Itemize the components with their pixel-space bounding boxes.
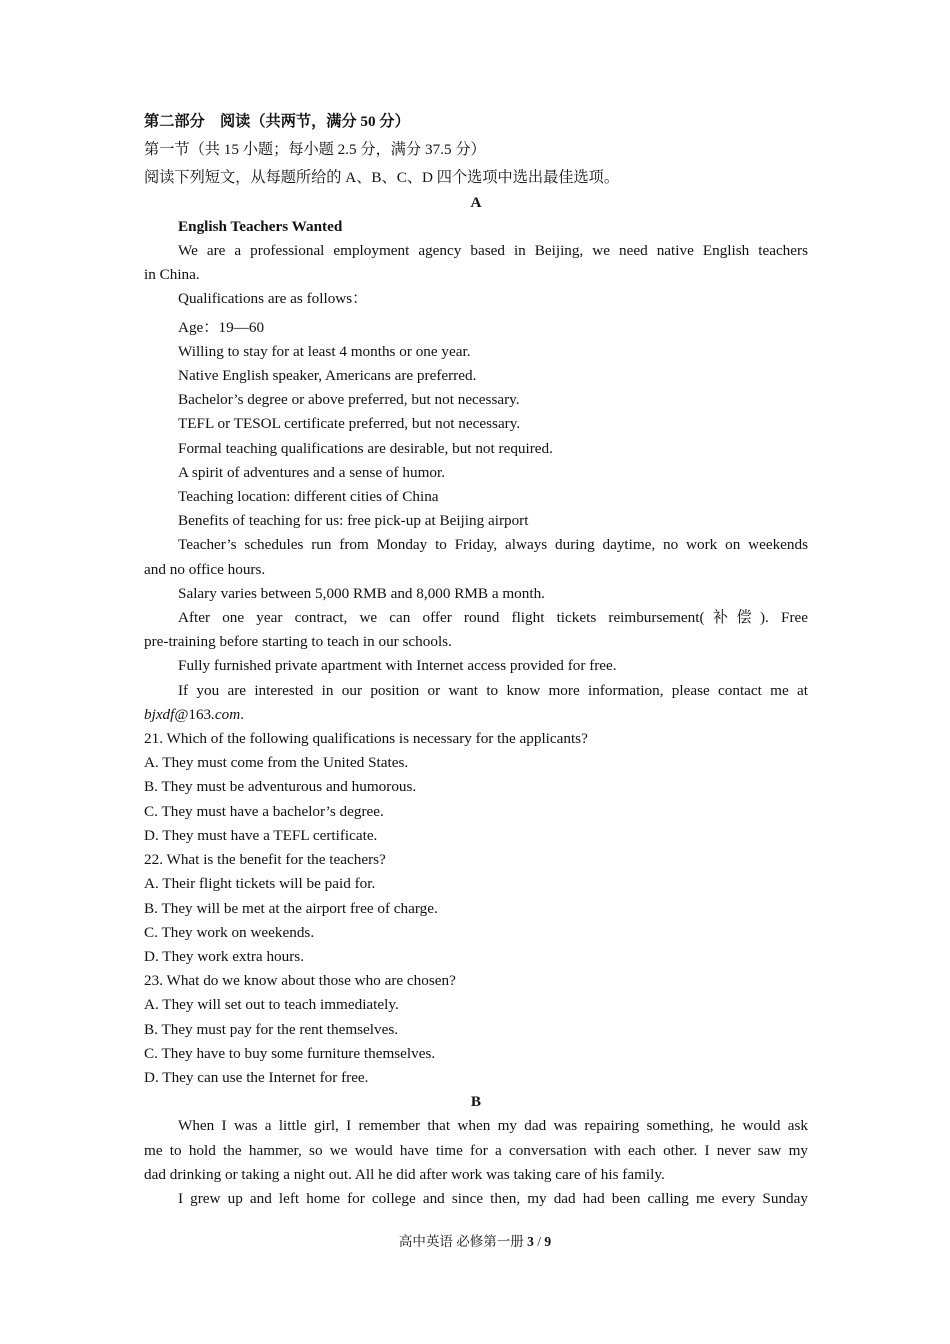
passage-b-p1-line3: dad drinking or taking a night out. All he did after work was taking care of his family.: [144, 1165, 665, 1183]
question-option: C. They work on weekends.: [144, 923, 315, 941]
question-option: B. They will be met at the airport free of charge.: [144, 899, 438, 917]
question-option: A. Their flight tickets will be paid for.: [144, 875, 376, 893]
section-title: 第二部分 阅读（共两节，满分 50 分）: [144, 113, 410, 130]
page-footer: [0, 1230, 950, 1250]
question-option: B. They must pay for the rent themselves.: [144, 1020, 399, 1038]
question-option: D. They can use the Internet for free.: [144, 1068, 369, 1086]
contact-email: [144, 703, 808, 727]
schedule-line2: and no office hours.: [144, 560, 266, 578]
salary-line: Salary varies between 5,000 RMB and 8,000 RMB a month.: [178, 584, 545, 602]
qualification-item: Benefits of teaching for us: free pick-up at Beijing airport: [178, 512, 529, 530]
question-option: D. They work extra hours.: [144, 947, 304, 965]
section-subtitle: 第一节（共 15 小题；每小题 2.5 分，满分 37.5 分）: [144, 141, 486, 159]
email-user: bjxdf@: [144, 705, 189, 723]
qualification-item: Bachelor’s degree or above preferred, but not necessary.: [178, 391, 520, 409]
qualification-item: Formal teaching qualifications are desirable, but not required.: [178, 439, 553, 457]
qualification-item: A spirit of adventures and a sense of humor.: [178, 463, 445, 481]
passage-a-title: English Teachers Wanted: [178, 217, 343, 235]
section-instruction: 阅读下列短文，从每题所给的 A、B、C、D 四个选项中选出最佳选项。: [144, 169, 620, 187]
passage-b-p1-line1: When I was a little girl, I remember that when my dad was repairing something, he would ask: [178, 1117, 808, 1135]
document-page: [144, 110, 808, 1211]
question-stem: 21. Which of the following qualifications is necessary for the applicants?: [144, 730, 588, 748]
apartment-line: Fully furnished private apartment with Internet access provided for free.: [178, 657, 617, 675]
passage-b-p2-line1: I grew up and left home for college and since then, my dad had been calling me every Sunday: [178, 1189, 808, 1207]
passage-a-letter: A: [470, 193, 482, 211]
qualification-item: Teaching location: different cities of China: [178, 488, 439, 506]
qualification-item: TEFL or TESOL certificate preferred, but not necessary.: [178, 415, 521, 433]
question-stem: 22. What is the benefit for the teachers?: [144, 851, 386, 869]
question-option: D. They must have a TEFL certificate.: [144, 826, 378, 844]
email-end: .: [240, 705, 245, 723]
question-option: A. They will set out to teach immediately.: [144, 996, 399, 1014]
email-tld: .com: [211, 705, 241, 723]
question-option: B. They must be adventurous and humorous.: [144, 778, 417, 796]
question-option: A. They must come from the United States.: [144, 754, 409, 772]
contract-line2: pre-training before starting to teach in our schools.: [144, 633, 452, 651]
question-option: C. They must have a bachelor’s degree.: [144, 802, 384, 820]
qualifications-intro: Qualifications are as follows：: [178, 290, 368, 308]
question-option: C. They have to buy some furniture themselves.: [144, 1044, 436, 1062]
footer-page-total: 9: [544, 1234, 552, 1249]
schedule-line1: Teacher’s schedules run from Monday to Friday, always during daytime, no work on weekends: [178, 536, 808, 554]
qualification-item: Native English speaker, Americans are preferred.: [178, 367, 477, 385]
footer-separator: /: [533, 1234, 545, 1249]
contact-line1: If you are interested in our position or want to know more information, please contact me at: [178, 681, 808, 699]
footer-page-number: 3: [527, 1234, 534, 1249]
passage-a-intro-line2: in China.: [144, 266, 200, 284]
question-stem: 23. What do we know about those who are chosen?: [144, 972, 456, 990]
qualification-item: Age：19—60: [178, 318, 265, 336]
passage-a-intro-line1: We are a professional employment agency based in Beijing, we need native English teachers: [178, 242, 808, 260]
qualification-item: Willing to stay for at least 4 months or one year.: [178, 342, 471, 360]
passage-b-p1-line2: me to hold the hammer, so we would have time for a conversation with each other. I never saw my: [144, 1141, 808, 1159]
email-domain: 163: [188, 705, 212, 723]
contract-line1: After one year contract, we can offer round flight tickets reimbursement(补偿). Free: [178, 609, 808, 627]
passage-b-letter: B: [470, 1093, 482, 1111]
footer-text: 高中英语 必修第一册: [398, 1234, 528, 1249]
